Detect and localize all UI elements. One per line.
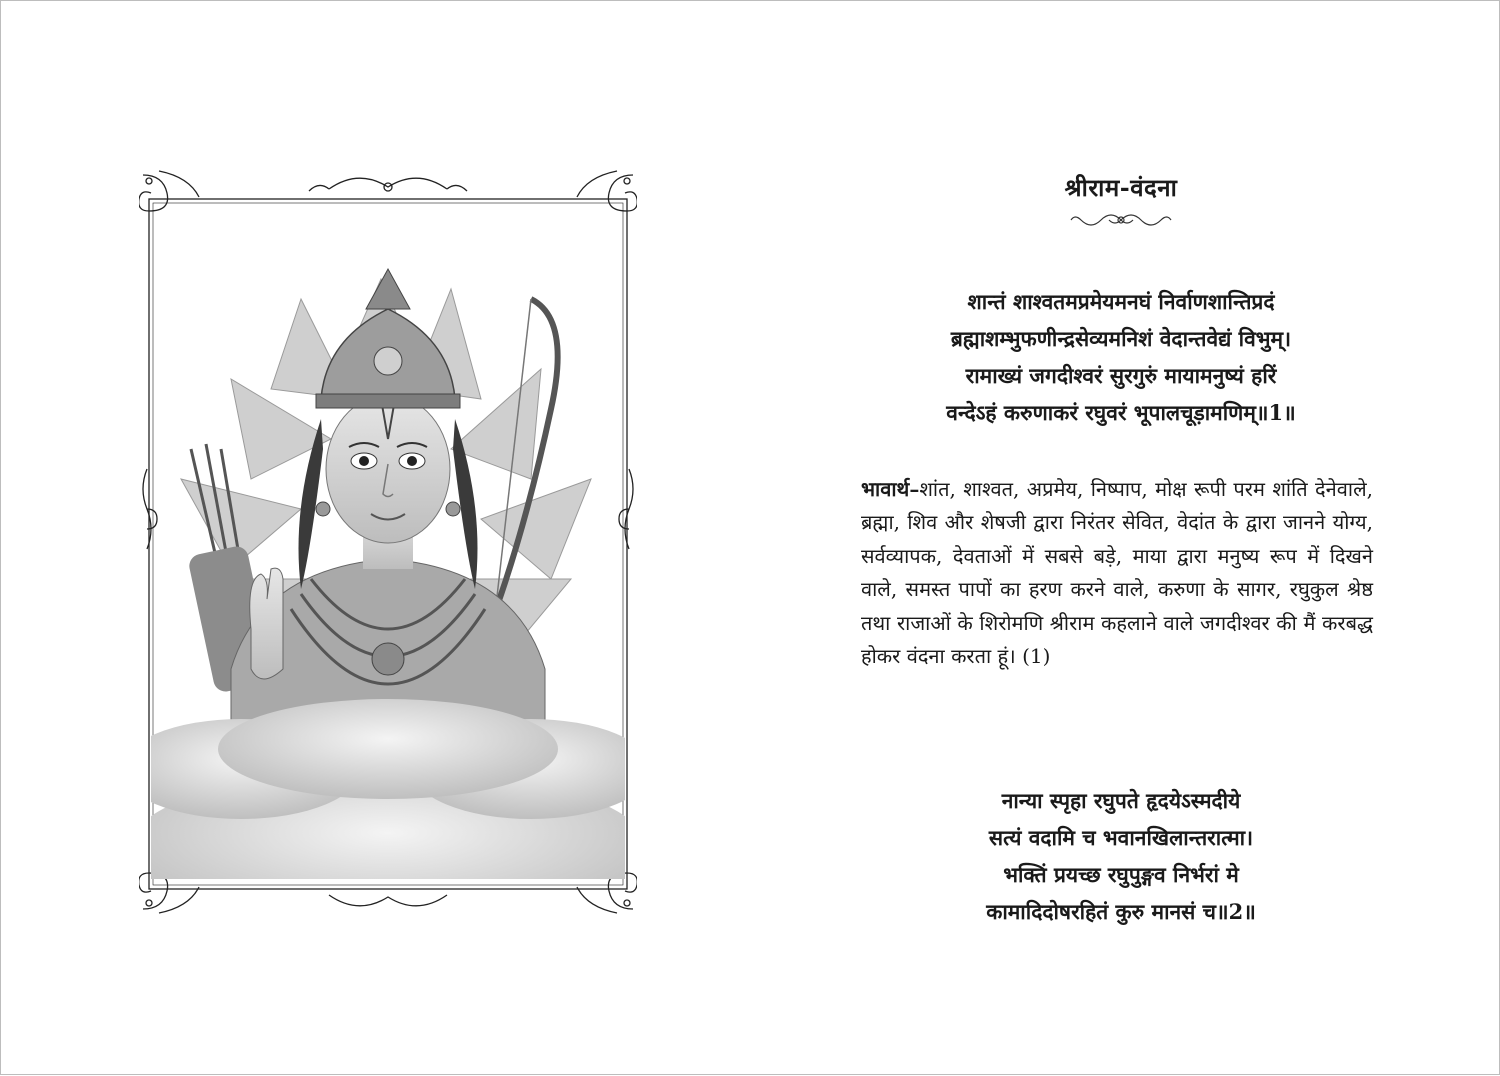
verse-2-line: भक्तिं प्रयच्छ रघुपुङ्गव निर्भरां मे (1003, 862, 1239, 887)
verse-1-line: वन्देऽहं करुणाकरं रघुवरं भूपालचूड़ामणिम्॥1॥ (946, 400, 1296, 425)
sanskrit-verse-1 (841, 283, 1401, 431)
meaning-paragraph (861, 473, 1373, 673)
page-title: श्रीराम-वंदना (1064, 173, 1178, 202)
sanskrit-verse-2 (841, 782, 1401, 930)
meaning-label: भावार्थ– (861, 477, 920, 501)
illustration-frame (139, 169, 637, 915)
divider-flourish-icon (1069, 207, 1173, 233)
corner-scroll (139, 171, 199, 211)
verse-2-line: सत्यं वदामि च भवानखिलान्तरात्मा। (988, 825, 1254, 850)
meaning-text: शांत, शाश्वत, अप्रमेय, निष्पाप, मोक्ष रूपी परम शांति देनेवाले, ब्रह्मा, शिव और शेषजी द्वारा निरंतर सेवित, वेदांत के द्वारा जानने योग्य, सर्वव्यापक, देवताओं में सबसे बड़े, माया द्वारा मनुष्य रूप में दिखने वाले, समस्त पापों का हरण करने वाले, करुणा के सागर, रघुकुल श्रेष्ठ तथा राजाओं के शिरोमणि श्रीराम कहलाने वाले जगदीश्वर की मैं करबद्ध होकर वंदना करता हूं। (1) (861, 477, 1373, 669)
verse-2-line: कामादिदोषरहितं कुरु मानसं च॥2॥ (986, 899, 1256, 924)
text-page (841, 1, 1401, 1076)
verse-1-line: रामाख्यं जगदीश्वरं सुरगुरुं मायामनुष्यं हरिं (965, 363, 1277, 388)
verse-1-line: शान्तं शाश्वतमप्रमेयमनघं निर्वाणशान्तिप्रदं (967, 289, 1275, 314)
verse-1-line: ब्रह्माशम्भुफणीन्द्रसेव्यमनिशं वेदान्तवेद्यं विभुम्। (950, 326, 1292, 351)
lord-rama-portrait-icon (151, 249, 625, 879)
verse-2-line: नान्या स्पृहा रघुपते हृदयेऽस्मदीये (1001, 788, 1241, 813)
